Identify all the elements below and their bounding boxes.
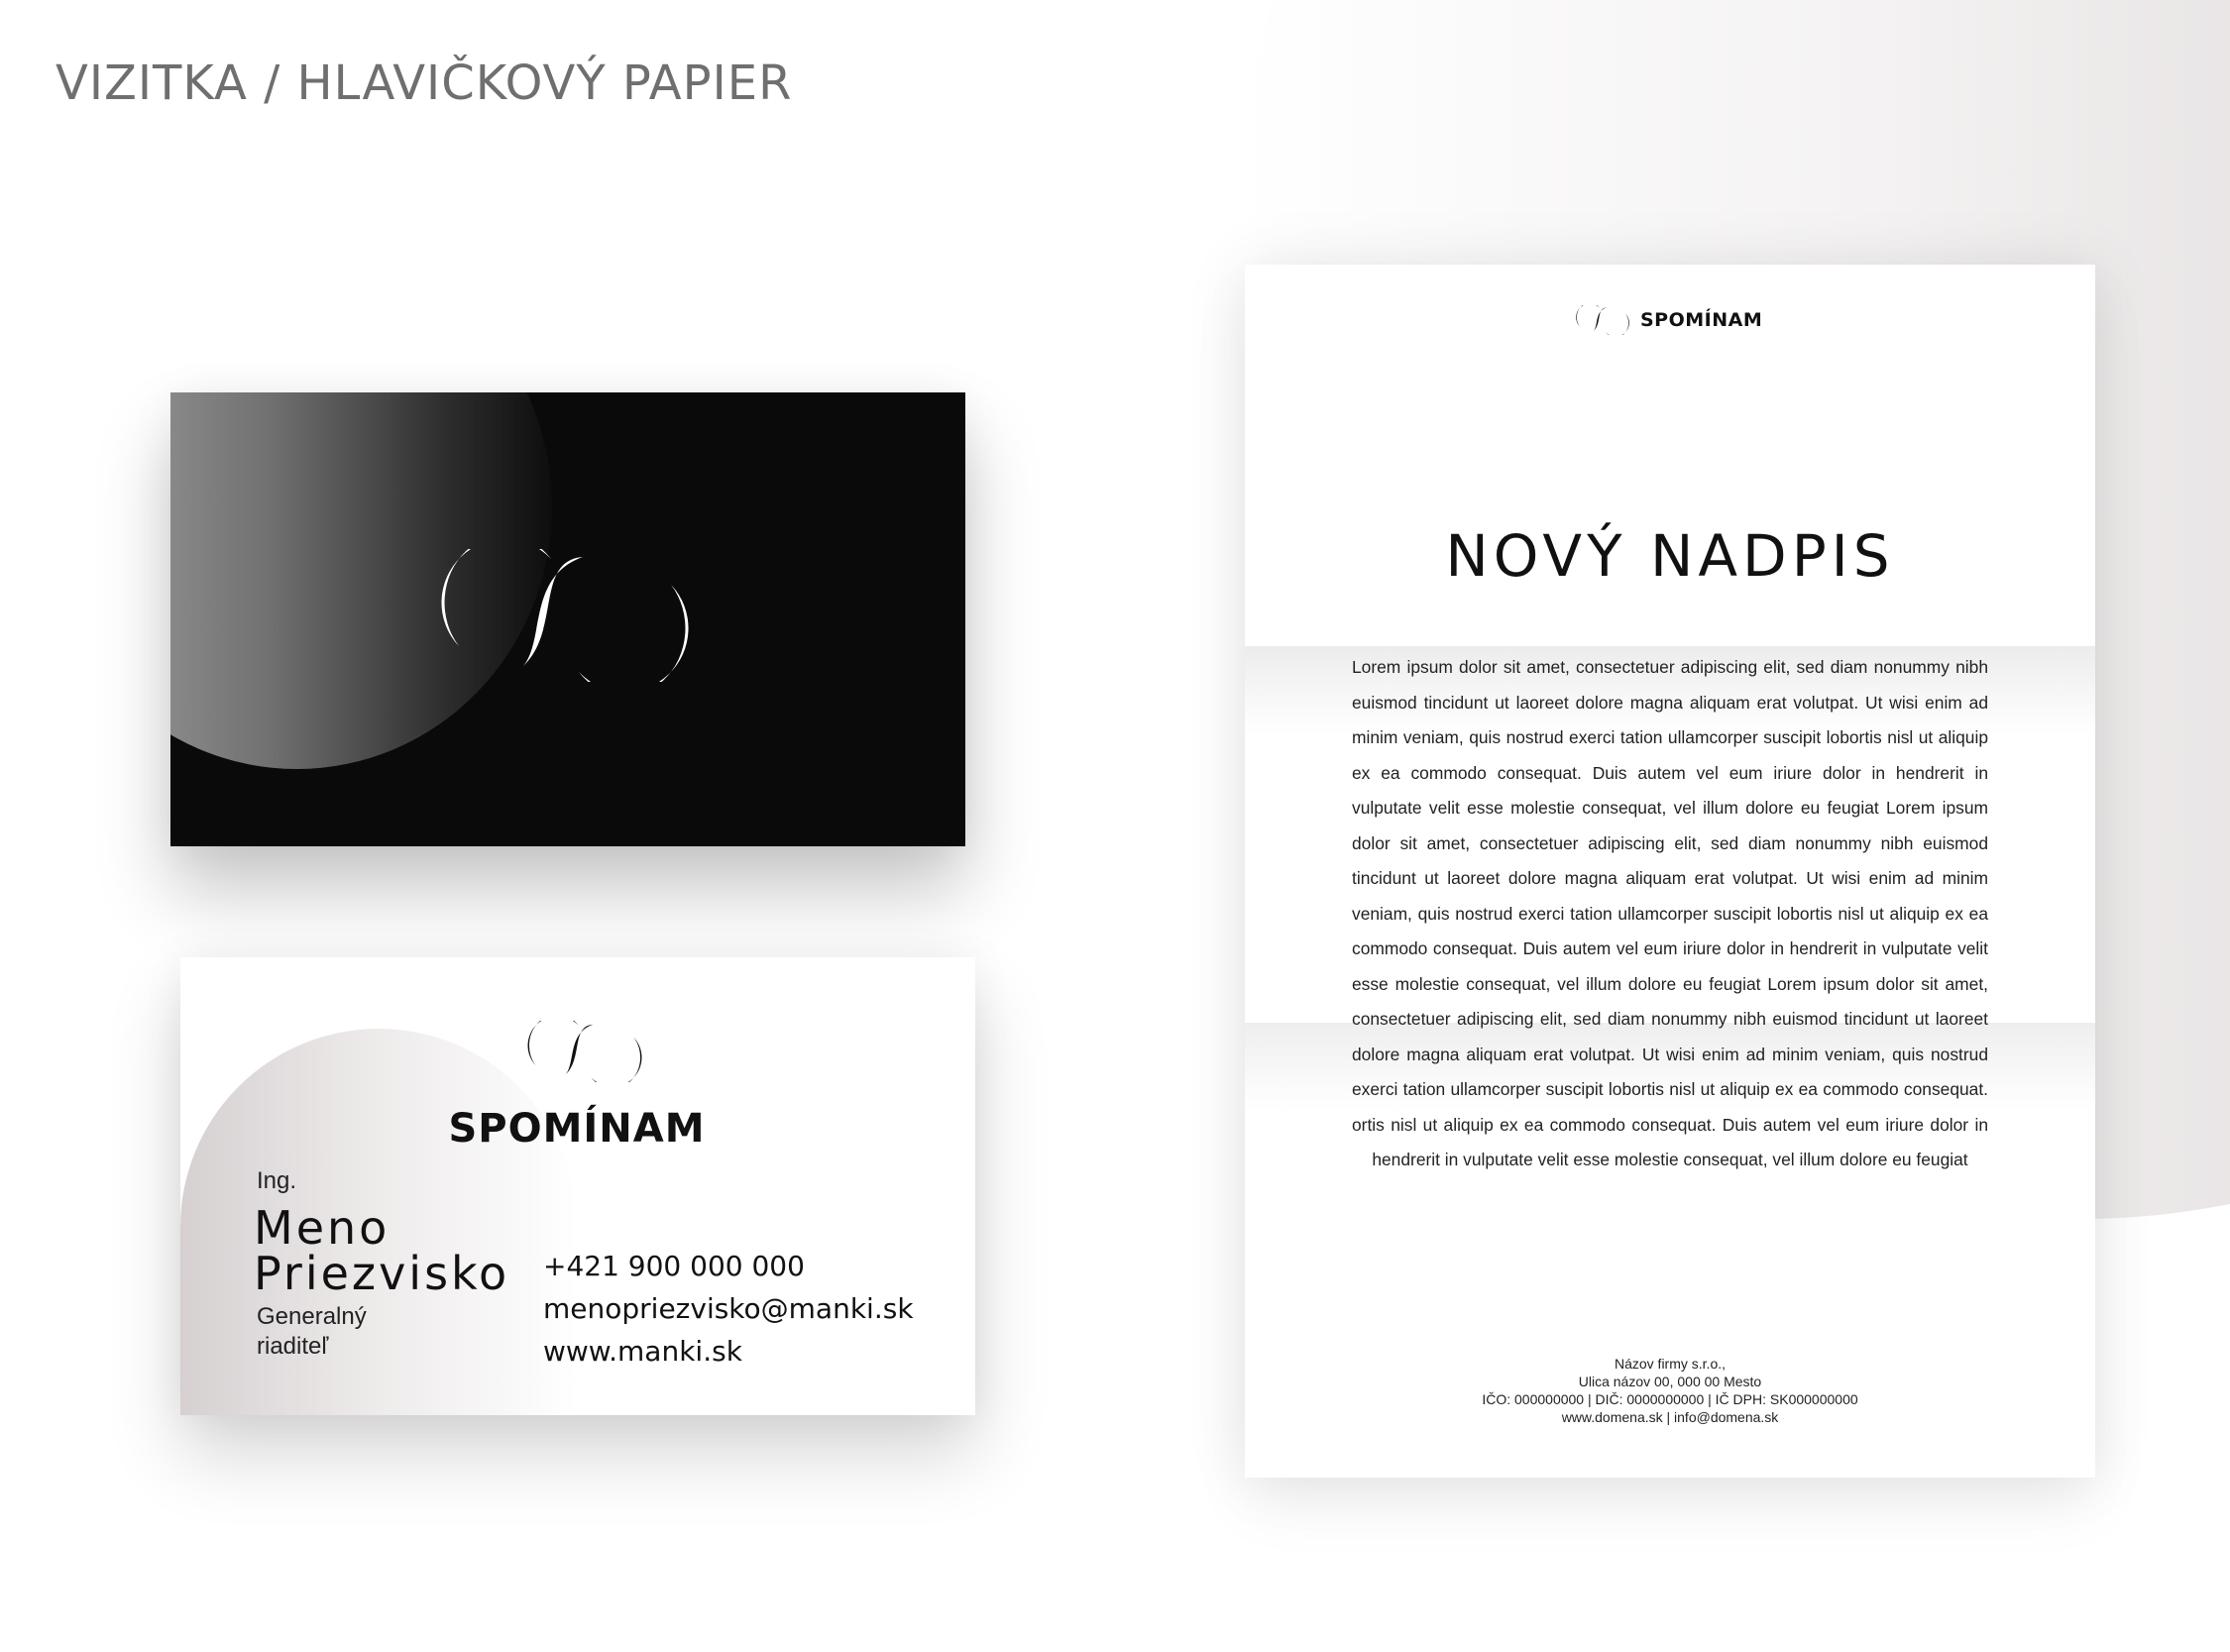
person-title: Ing.: [257, 1167, 297, 1194]
person-name: [254, 1201, 510, 1300]
letterhead-paper: [1245, 265, 2095, 1478]
footer-ids: IČO: 000000000 | DIČ: 0000000000 | IČ DPH: SK000000000: [1482, 1391, 1858, 1407]
person-role: [257, 1302, 435, 1362]
role-line-1: Generalný: [257, 1303, 367, 1330]
page-title: VIZITKA / HLAVIČKOVÝ PAPIER: [56, 55, 793, 111]
contact-info: [543, 1245, 914, 1373]
first-name: Meno: [254, 1201, 390, 1255]
footer-address: Ulica názov 00, 000 00 Mesto: [1578, 1374, 1762, 1389]
footer-company: Názov firmy s.r.o.,: [1614, 1356, 1727, 1372]
spominam-logo-icon: [436, 549, 694, 682]
business-card-back: [180, 957, 975, 1415]
email-address: menopriezvisko@manki.sk: [543, 1292, 914, 1325]
phone-number: +421 900 000 000: [543, 1250, 805, 1282]
footer-web: www.domena.sk | info@domena.sk: [1561, 1409, 1779, 1425]
spominam-logo-icon: [525, 1021, 644, 1082]
business-card-front: [170, 392, 965, 846]
letterhead-heading: NOVÝ NADPIS: [1445, 522, 1895, 590]
letterhead-header: [1575, 302, 1762, 338]
last-name: Priezvisko: [254, 1247, 510, 1300]
role-line-2: riaditeľ: [257, 1333, 329, 1360]
website-url: www.manki.sk: [543, 1335, 742, 1368]
spominam-logo-icon: [1575, 305, 1630, 335]
letterhead-footer: [1245, 1355, 2095, 1426]
card-brand-name: SPOMÍNAM: [448, 1106, 706, 1152]
letterhead-brand: SPOMÍNAM: [1640, 309, 1763, 331]
letterhead-body-text: Lorem ipsum dolor sit amet, consectetuer adipiscing elit, sed diam nonummy nibh euismod tincidunt ut laoreet dolore magna aliquam erat volutpat. Ut wisi enim ad minim veniam, quis nostrud exerci tation ullamcorper suscipit lobortis nisl ut aliquip ex ea commodo consequat. Duis autem vel eum iriure dolor in hendrerit in vulputate velit esse molestie consequat, vel illum dolore eu feugiat Lorem ipsum dolor sit amet, consectetuer adipiscing elit, sed diam nonummy nibh euismod tincidunt ut laoreet dolore magna aliquam erat volutpat. Ut wisi enim ad minim veniam, quis nostrud exerci tation ullamcorper suscipit lobortis nisl ut aliquip ex ea commodo consequat. Duis autem vel eum iriure dolor in hendrerit in vulputate velit esse molestie consequat, vel illum dolore eu feugiat Lorem ipsum dolor sit amet, consectetuer adipiscing elit, sed diam nonummy nibh euismod tincidunt ut laoreet dolore magna aliquam erat volutpat. Ut wisi enim ad minim veniam, quis nostrud exerci tation ullamcorper suscipit lobortis nisl ut aliquip ex ea commodo consequat. ortis nisl ut aliquip ex ea commodo consequat. Duis autem vel eum iriure dolor in hendrerit in vulputate velit esse molestie consequat, vel illum dolore eu feugiat: [1352, 657, 1988, 1169]
